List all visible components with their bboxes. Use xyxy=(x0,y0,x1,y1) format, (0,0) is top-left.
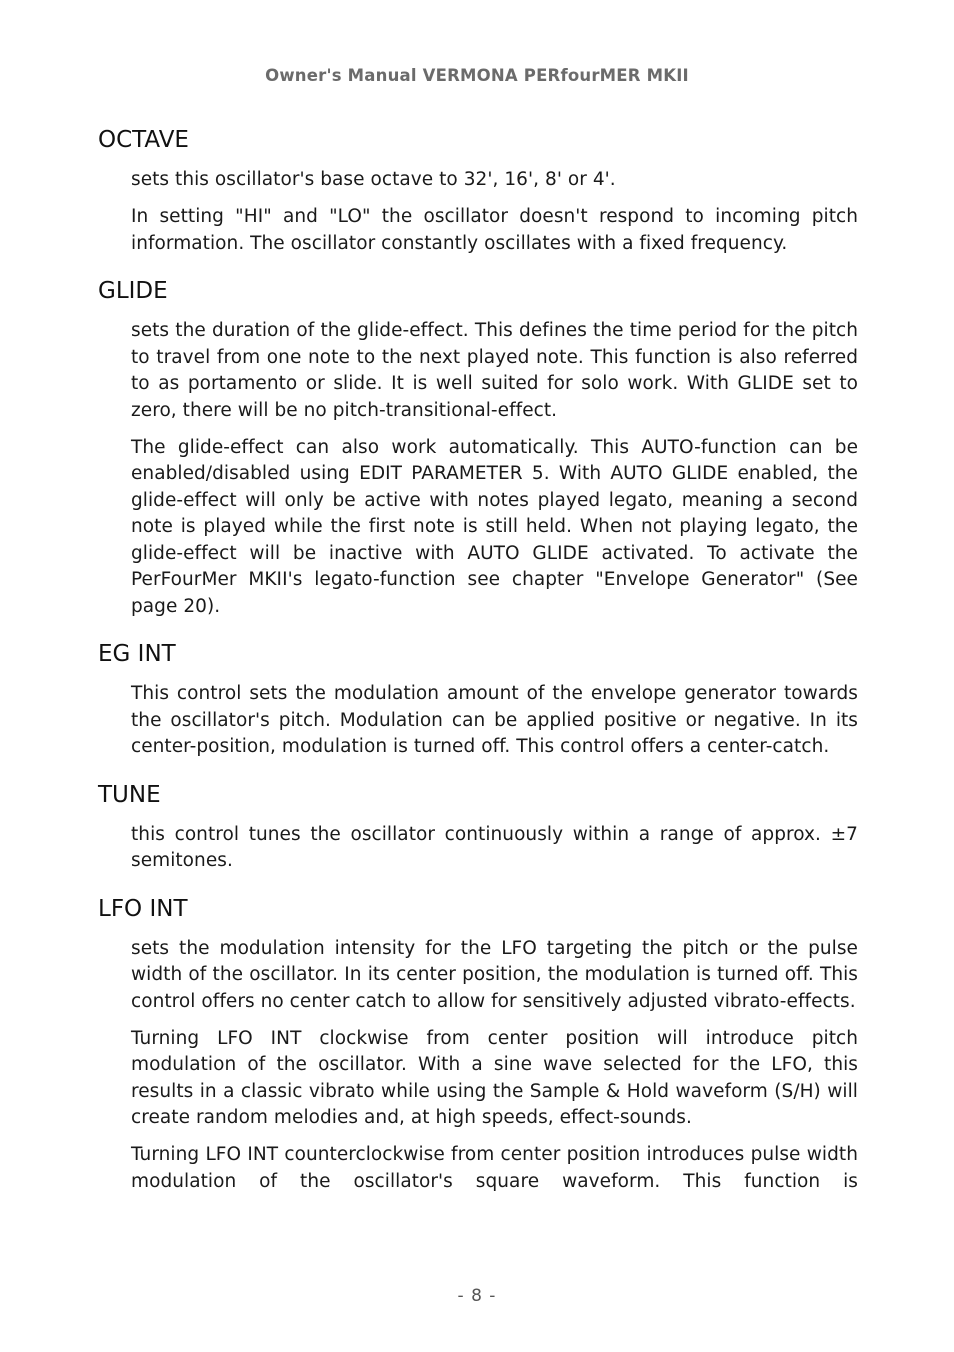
page-number: - 8 - xyxy=(457,1286,497,1306)
section-glide xyxy=(98,275,858,620)
section-title: LFO INT xyxy=(98,895,188,922)
paragraph: This control sets the modulation amount of the envelope generator towards the oscillator's pitch. Modulation can be applied positive or negative. In its center-position, modulation is turned off. This control offers a center-catch. xyxy=(131,683,858,757)
page-content xyxy=(98,124,858,1213)
paragraph: sets the modulation intensity for the LFO targeting the pitch or the pulse width of the oscillator. In its center position, the modulation is turned off. This control offers no center catch to allow for sensitively adjusted vibrato-effects. xyxy=(131,937,858,1012)
paragraph: The glide-effect can also work automatically. This AUTO-function can be enabled/disabled using EDIT PARAMETER 5. With AUTO GLIDE enabled, the glide-effect will only be active with notes played legato, meaning a second note is played while the first note is still held. When not playing legato, the glide-effect will be inactive with AUTO GLIDE activated. To activate the PerFourMer MKII's legato-function see chapter "Envelope Generator" (See page 20). xyxy=(131,436,858,617)
paragraph: this control tunes the oscillator continuously within a range of approx. ±7 semitones. xyxy=(131,823,858,871)
section-title: OCTAVE xyxy=(98,127,189,153)
section-lfo-int xyxy=(98,893,858,1196)
running-header: Owner's Manual VERMONA PERfourMER MKII xyxy=(265,66,689,85)
section-title: EG INT xyxy=(98,641,176,667)
section-title: TUNE xyxy=(98,781,161,808)
section-octave xyxy=(98,124,858,257)
section-eg-int xyxy=(98,638,858,761)
paragraph: sets the duration of the glide-effect. This defines the time period for the pitch to travel from one note to the next played note. This function is also referred to as portamento or slide. It is well suited for solo work. With GLIDE set to zero, there will be no pitch-transitional-effect. xyxy=(131,320,858,421)
paragraph: In setting "HI" and "LO" the oscillator doesn't respond to incoming pitch information. The oscillator constantly oscillates with a fixed frequency. xyxy=(131,206,858,254)
paragraph: Turning LFO INT counterclockwise from center position introduces pulse width modulation of the oscillator's square waveform. This function is xyxy=(131,1144,858,1192)
paragraph: sets this oscillator's base octave to 32', 16', 8' or 4'. xyxy=(131,169,616,190)
section-title: GLIDE xyxy=(98,278,168,304)
section-tune xyxy=(98,779,858,875)
paragraph: Turning LFO INT clockwise from center position will introduce pitch modulation of the oscillator. With a sine wave selected for the LFO, this results in a classic vibrato while using the Sample & Hold waveform (S/H) will create random melodies and, at high speeds, effect-sounds. xyxy=(131,1027,858,1128)
